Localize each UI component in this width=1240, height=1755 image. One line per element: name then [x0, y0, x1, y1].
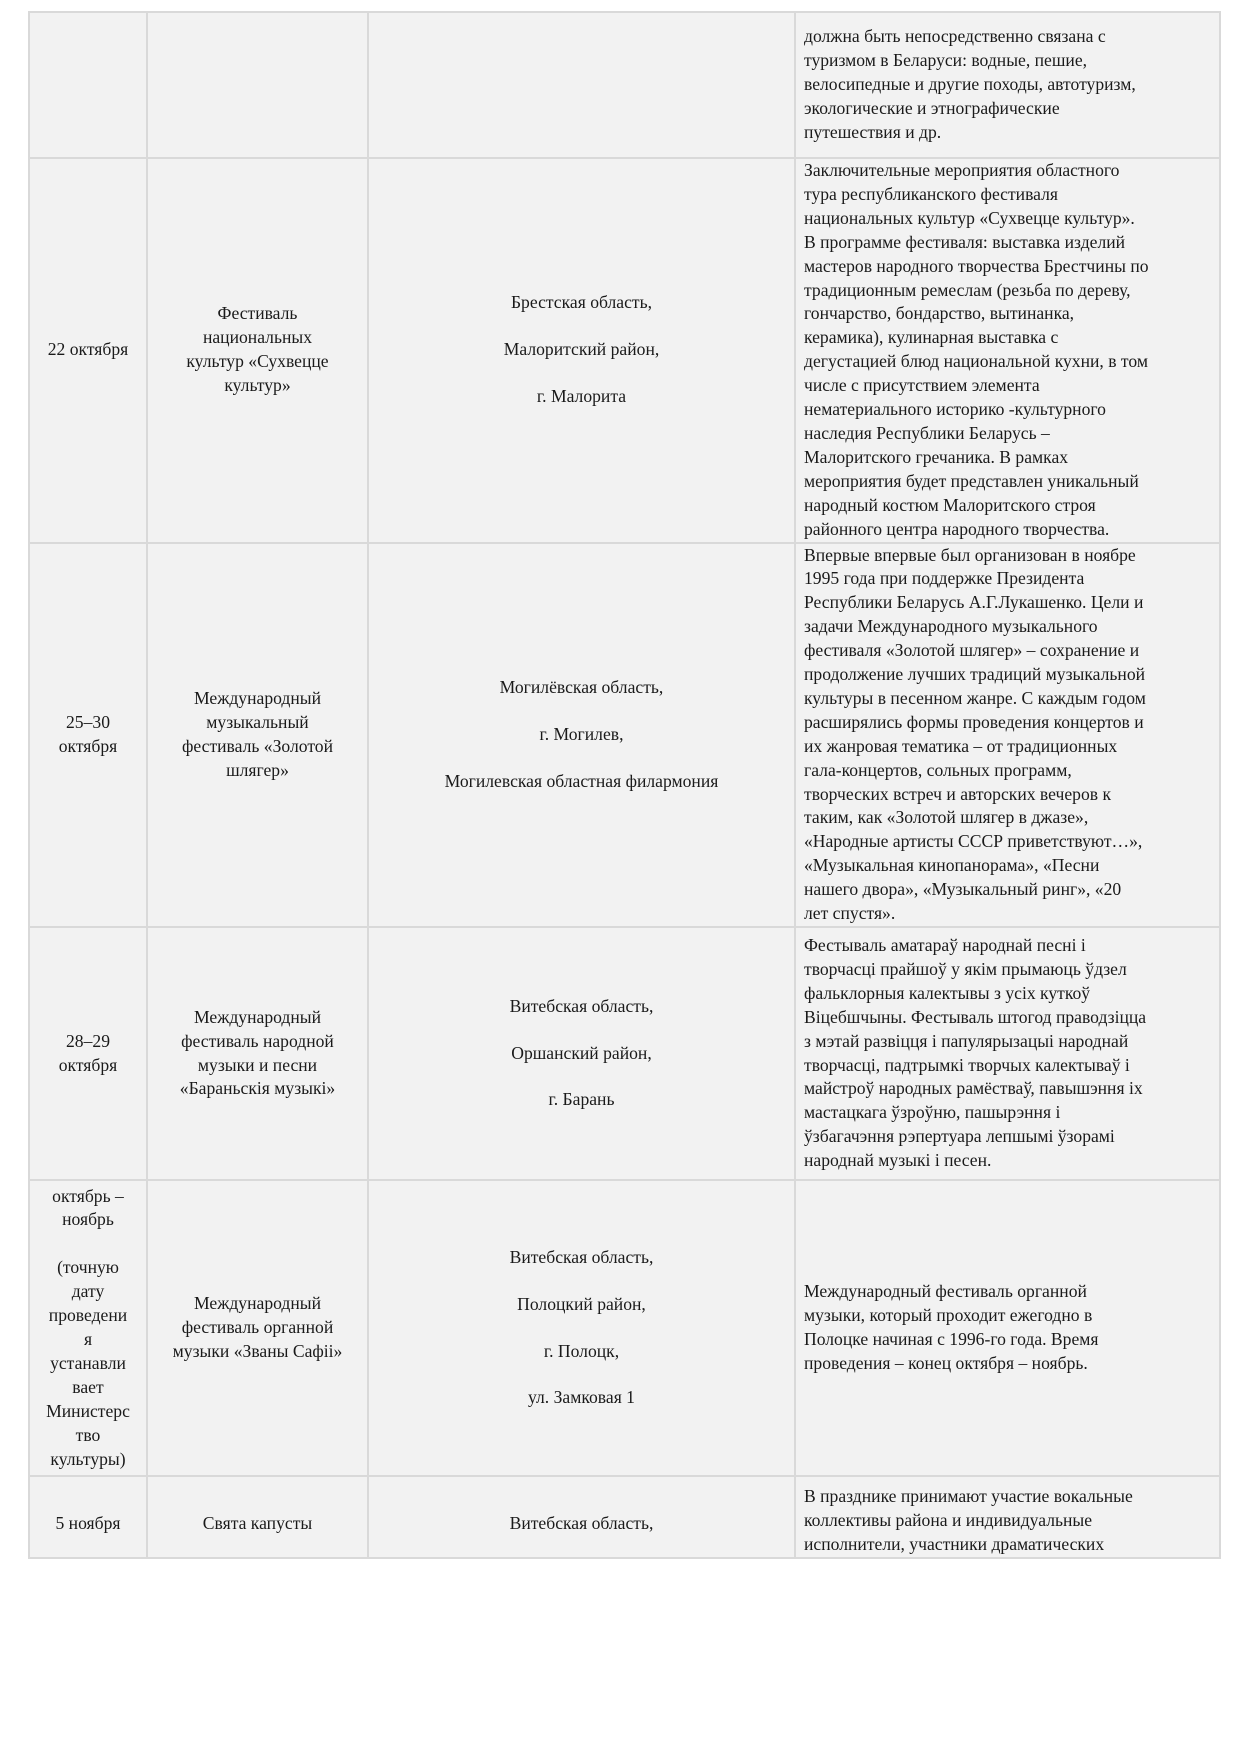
- cell-text-line: мастеров народного творчества Брестчины по: [804, 255, 1149, 276]
- location-cell: [368, 12, 795, 158]
- cell-text-line: тура республиканского фестиваля: [804, 183, 1059, 204]
- cell-text-line: г. Барань: [548, 1089, 615, 1110]
- cell-text-line: Республики Беларусь А.Г.Лукашенко. Цели и: [804, 592, 1144, 613]
- cell-text-line: районного центра народного творчества.: [804, 518, 1110, 539]
- date-cell: [29, 927, 147, 1180]
- description-cell: [795, 1476, 1220, 1558]
- cell-text-line: культур «Сухвецце: [186, 351, 329, 372]
- cell-text-line: Впервые впервые был организован в ноябре: [804, 544, 1136, 565]
- cell-text-line: 28–29: [66, 1030, 110, 1051]
- line-spacer: [377, 1363, 786, 1386]
- cell-text-line: Международный: [193, 687, 322, 708]
- cell-text-line: национальных: [202, 327, 313, 348]
- description-cell: [795, 927, 1220, 1180]
- cell-text-line: музыкальный: [206, 711, 309, 732]
- cell-text-line: проведени: [48, 1305, 128, 1326]
- cell-text-line: шлягер»: [226, 759, 289, 780]
- table-row: [29, 158, 1220, 543]
- cell-text-line: таким, как «Золотой шлягер в джазе»,: [804, 807, 1089, 828]
- cell-text-line: г. Могилев,: [539, 723, 624, 744]
- cell-text-line: культур»: [224, 375, 291, 396]
- cell-text-line: (точную: [57, 1257, 119, 1278]
- table-row: [29, 1180, 1220, 1476]
- cell-text-line: ноябрь: [62, 1209, 114, 1230]
- cell-text-line: Полоцкий район,: [517, 1293, 646, 1314]
- cell-text-line: Брестская область,: [510, 292, 653, 313]
- cell-text-line: творчасці, падтрымкі творчых калектываў і: [804, 1054, 1130, 1075]
- line-spacer: [377, 1065, 786, 1088]
- location-cell: [368, 158, 795, 543]
- cell-text-line: Международный: [193, 1293, 322, 1314]
- events-table: [28, 11, 1221, 1559]
- cell-text-line: 5 ноября: [55, 1512, 121, 1533]
- cell-text-line: расширялись формы проведения концертов и: [804, 711, 1144, 732]
- date-cell: [29, 158, 147, 543]
- cell-text-line: музыки и песни: [197, 1054, 318, 1075]
- cell-text-line: ўзбагачэння рэпертуара лепшымі ўзорамі: [804, 1126, 1115, 1147]
- cell-text-line: мастацкага ўзроўню, пашырэння і: [804, 1102, 1061, 1123]
- date-cell: [29, 543, 147, 928]
- cell-text-line: Віцебшчыны. Фестываль штогод праводзіцца: [804, 1006, 1147, 1027]
- line-spacer: [377, 1019, 786, 1042]
- location-cell: [368, 927, 795, 1180]
- cell-text-line: фестиваль органной: [181, 1317, 334, 1338]
- event-name-cell: [147, 543, 368, 928]
- cell-text-line: Витебская область,: [509, 1512, 654, 1533]
- location-cell: [368, 543, 795, 928]
- description-cell: [795, 12, 1220, 158]
- events-table-body: [29, 12, 1220, 1558]
- date-cell: [29, 1180, 147, 1476]
- cell-text-line: наследия Республики Беларусь –: [804, 422, 1050, 443]
- line-spacer: [377, 315, 786, 338]
- cell-text-line: Оршанский район,: [511, 1042, 652, 1063]
- cell-text-line: их жанровая тематика – от традиционных: [804, 735, 1118, 756]
- cell-text-line: Могилевская областная филармония: [444, 770, 719, 791]
- table-row: [29, 12, 1220, 158]
- cell-text-line: гала-концертов, сольных программ,: [804, 759, 1072, 780]
- cell-text-line: велосипедные и другие походы, автотуризм,: [804, 74, 1136, 95]
- location-cell: [368, 1180, 795, 1476]
- cell-text-line: 22 октября: [47, 339, 129, 360]
- cell-text-line: нашего двора», «Музыкальный ринг», «20: [804, 879, 1122, 900]
- table-row: [29, 543, 1220, 928]
- cell-text-line: исполнители, участники драматических: [804, 1533, 1105, 1554]
- cell-text-line: Международный фестиваль органной: [804, 1281, 1087, 1302]
- cell-text-line: фестиваля «Золотой шлягер» – сохранение и: [804, 640, 1140, 661]
- cell-text-line: коллективы района и индивидуальные: [804, 1510, 1093, 1531]
- cell-text-line: майстроў народных рамёстваў, павышэння іх: [804, 1078, 1143, 1099]
- cell-text-line: фестиваль народной: [181, 1030, 334, 1051]
- cell-text-line: г. Полоцк,: [543, 1340, 620, 1361]
- location-cell: [368, 1476, 795, 1558]
- line-spacer: [377, 1317, 786, 1340]
- table-row: [29, 1476, 1220, 1558]
- cell-text-line: октября: [58, 735, 118, 756]
- cell-text-line: творческих встреч и авторских вечеров к: [804, 783, 1112, 804]
- cell-text-line: гончарство, бондарство, вытинанка,: [804, 303, 1075, 324]
- cell-text-line: фестиваль «Золотой: [182, 735, 333, 756]
- cell-text-line: Фестиваль: [217, 303, 298, 324]
- cell-text-line: Малоритского гречаника. В рамках: [804, 446, 1069, 467]
- cell-text-line: культуры): [50, 1448, 126, 1469]
- cell-text-line: музыки «Званы Сафіі»: [172, 1340, 343, 1361]
- line-spacer: [377, 362, 786, 385]
- cell-text-line: проведения – конец октября – ноябрь.: [804, 1352, 1088, 1373]
- cell-text-line: лет спустя».: [804, 903, 896, 924]
- cell-text-line: Заключительные мероприятия областного: [804, 160, 1120, 180]
- cell-text-line: Малоритский район,: [503, 339, 660, 360]
- cell-text-line: ул. Замковая 1: [528, 1387, 635, 1408]
- event-name-cell: [147, 927, 368, 1180]
- cell-text-line: Международный: [193, 1006, 322, 1027]
- table-row: [29, 927, 1220, 1180]
- cell-text-line: нематериального историко -культурного: [804, 399, 1106, 420]
- cell-text-line: вает: [72, 1376, 104, 1397]
- description-cell: [795, 543, 1220, 928]
- date-cell: [29, 1476, 147, 1558]
- line-spacer: [377, 1270, 786, 1293]
- cell-text-line: 1995 года при поддержке Президента: [804, 568, 1085, 589]
- cell-text-line: национальных культур «Сухвецце культур».: [804, 207, 1135, 228]
- cell-text-line: октябрь –: [52, 1185, 124, 1206]
- cell-text-line: устанавли: [50, 1352, 126, 1373]
- cell-text-line: дату: [71, 1281, 105, 1302]
- cell-text-line: «Бараньскія музыкі»: [179, 1078, 336, 1099]
- cell-text-line: Свята капусты: [202, 1512, 313, 1533]
- cell-text-line: В программе фестиваля: выставка изделий: [804, 231, 1126, 252]
- cell-text-line: народнай музыкі і песен.: [804, 1150, 992, 1171]
- cell-text-line: числе с присутствием элемента: [804, 375, 1040, 396]
- cell-text-line: народный костюм Малоритского строя: [804, 494, 1096, 515]
- cell-text-line: культуры в песенном жанре. С каждым годом: [804, 687, 1146, 708]
- cell-text-line: В празднике принимают участие вокальные: [804, 1486, 1133, 1507]
- cell-text-line: фальклорныя калектывы з усіх куткоў: [804, 982, 1091, 1003]
- cell-text-line: музыки, который проходит ежегодно в: [804, 1305, 1093, 1326]
- event-name-cell: [147, 1476, 368, 1558]
- cell-text-line: з мэтай развіцця і папулярызацыі народнай: [804, 1030, 1129, 1051]
- description-cell: [795, 158, 1220, 543]
- line-spacer: [377, 700, 786, 723]
- cell-text-line: задачи Международного музыкального: [804, 616, 1098, 637]
- cell-text-line: октября: [58, 1054, 118, 1075]
- cell-text-line: продолжение лучших традиций музыкальной: [804, 664, 1146, 685]
- cell-text-line: тво: [75, 1424, 101, 1445]
- cell-text-line: экологические и этнографические: [804, 97, 1060, 118]
- cell-text-line: Витебская область,: [509, 1246, 654, 1267]
- cell-text-line: Витебская область,: [509, 995, 654, 1016]
- event-name-cell: [147, 158, 368, 543]
- cell-text-line: 25–30: [66, 711, 110, 732]
- cell-text-line: я: [83, 1329, 93, 1349]
- cell-text-line: дегустацией блюд национальной кухни, в том: [804, 351, 1148, 372]
- cell-text-line: традиционным ремеслам (резьба по дереву,: [804, 279, 1131, 300]
- cell-text-line: «Музыкальная кинопанорама», «Песни: [804, 855, 1100, 876]
- cell-text-line: Полоцке начиная с 1996-го года. Время: [804, 1329, 1099, 1349]
- cell-text-line: Могилёвская область,: [499, 676, 664, 697]
- cell-text-line: творчасці прайшоў у якім прымаюць ўдзел: [804, 958, 1127, 979]
- event-name-cell: [147, 1180, 368, 1476]
- cell-text-line: мероприятия будет представлен уникальный: [804, 470, 1139, 491]
- cell-text-line: Министерс: [46, 1400, 130, 1421]
- cell-text-line: г. Малорита: [536, 386, 627, 407]
- description-cell: [795, 1180, 1220, 1476]
- cell-text-line: «Народные артисты СССР приветствуют…»,: [804, 831, 1143, 852]
- line-spacer: [377, 747, 786, 770]
- cell-text-line: туризмом в Беларуси: водные, пешие,: [804, 50, 1088, 71]
- cell-text-line: [38, 1232, 138, 1256]
- date-cell: [29, 12, 147, 158]
- cell-text-line: должна быть непосредственно связана с: [804, 26, 1106, 47]
- cell-text-line: путешествия и др.: [804, 121, 942, 142]
- cell-text-line: керамика), кулинарная выставка с: [804, 327, 1059, 348]
- cell-text-line: Фестываль аматараў народнай песні і: [804, 934, 1086, 955]
- event-name-cell: [147, 12, 368, 158]
